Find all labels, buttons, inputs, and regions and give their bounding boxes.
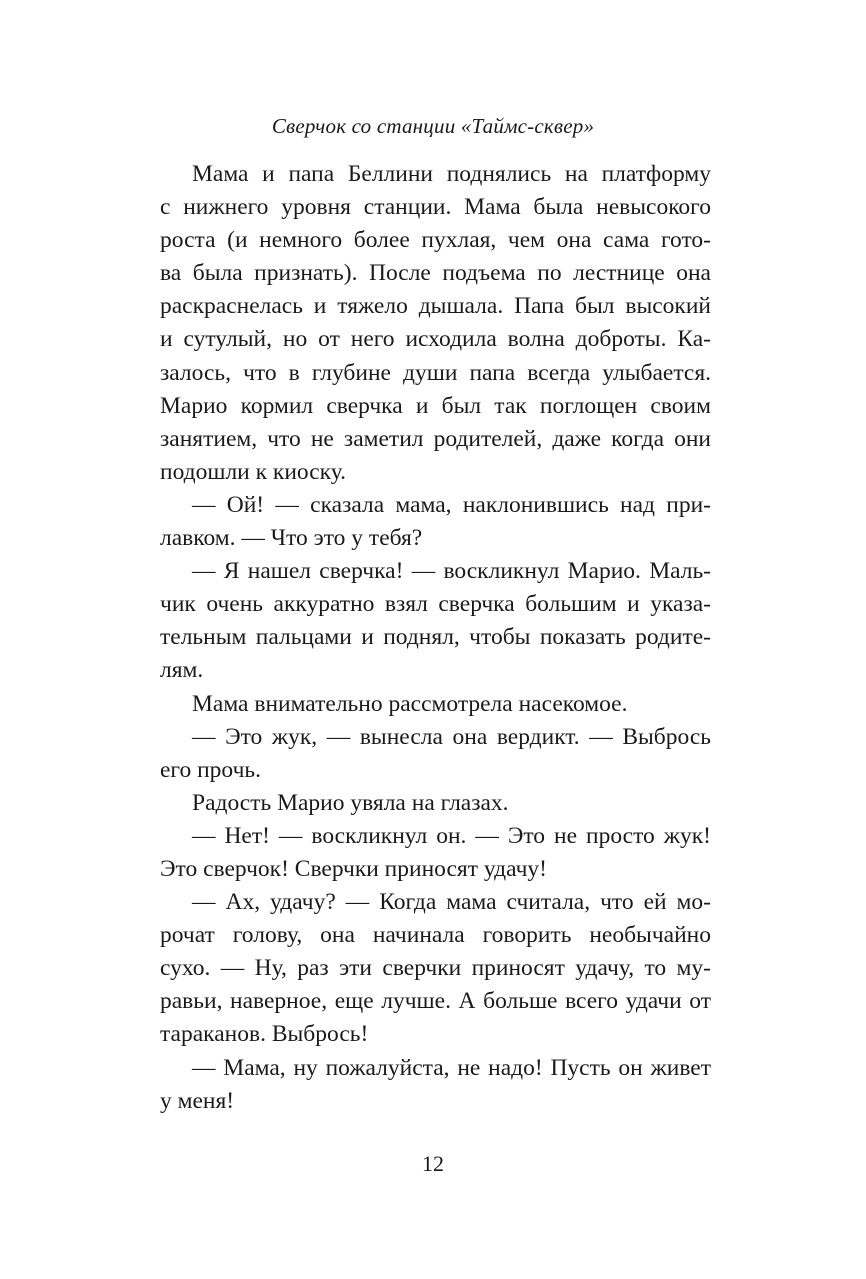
text-line: — Мама, ну пожалуйста, не надо! Пусть он живет [192, 1054, 711, 1081]
text-line: лям. [160, 657, 204, 684]
text-line: — Это жук, — вынесла она вердикт. — Выбрось [192, 723, 711, 750]
text-line: Радость Марио увяла на глазах. [192, 789, 509, 816]
text-line: с нижнего уровня станции. Мама была невысокого [160, 194, 711, 221]
text-line: рочат голову, она начинала говорить необычайно [160, 922, 711, 949]
text-line: раскраснелась и тяжело дышала. Папа был высокий [160, 293, 711, 320]
text-line: ва была признать). После подъема по лестнице она [160, 260, 711, 287]
text-line: и сутулый, но от него исходила волна доброты. Ка- [160, 326, 711, 353]
running-head-title: Сверчок со станции «Таймс-сквер» [271, 114, 595, 138]
text-line: его прочь. [160, 756, 261, 783]
text-line: тараканов. Выбрось! [160, 1021, 369, 1048]
text-line: — Нет! — воскликнул он. — Это не просто жук! [192, 822, 711, 849]
text-line: — Ах, удачу? — Когда мама считала, что ей мо- [192, 889, 711, 916]
text-line: Это сверчок! Сверчки приносят удачу! [160, 855, 547, 882]
text-line: подошли к киоску. [160, 458, 347, 485]
text-line: — Я нашел сверчка! — воскликнул Марио. Маль- [192, 558, 711, 585]
text-line: — Ой! — сказала мама, наклонившись над при- [192, 491, 711, 518]
text-line: занятием, что не заметил родителей, даже когда они [160, 425, 711, 452]
body-text [160, 158, 711, 1118]
text-line: залось, что в глубине души папа всегда улыбается. [160, 359, 711, 386]
text-line: Мама и папа Беллини поднялись на платформу [192, 161, 711, 187]
page-number: 12 [422, 1151, 444, 1176]
text-line: роста (и немного более пухлая, чем она сама гото- [160, 227, 711, 254]
text-line: равьи, наверное, еще лучше. А больше всего удачи от [160, 988, 711, 1015]
text-line: у меня! [160, 1087, 235, 1114]
text-line: лавком. — Что это у тебя? [160, 525, 423, 552]
text-line: сухо. — Ну, раз эти сверчки приносят удачу, то му- [160, 955, 711, 982]
text-line: тельным пальцами и поднял, чтобы показать родите- [160, 624, 711, 651]
text-line: чик очень аккуратно взял сверчка большим и указа- [160, 591, 711, 618]
text-line: Марио кормил сверчка и был так поглощен своим [160, 392, 711, 419]
text-line: Мама внимательно рассмотрела насекомое. [192, 690, 628, 717]
